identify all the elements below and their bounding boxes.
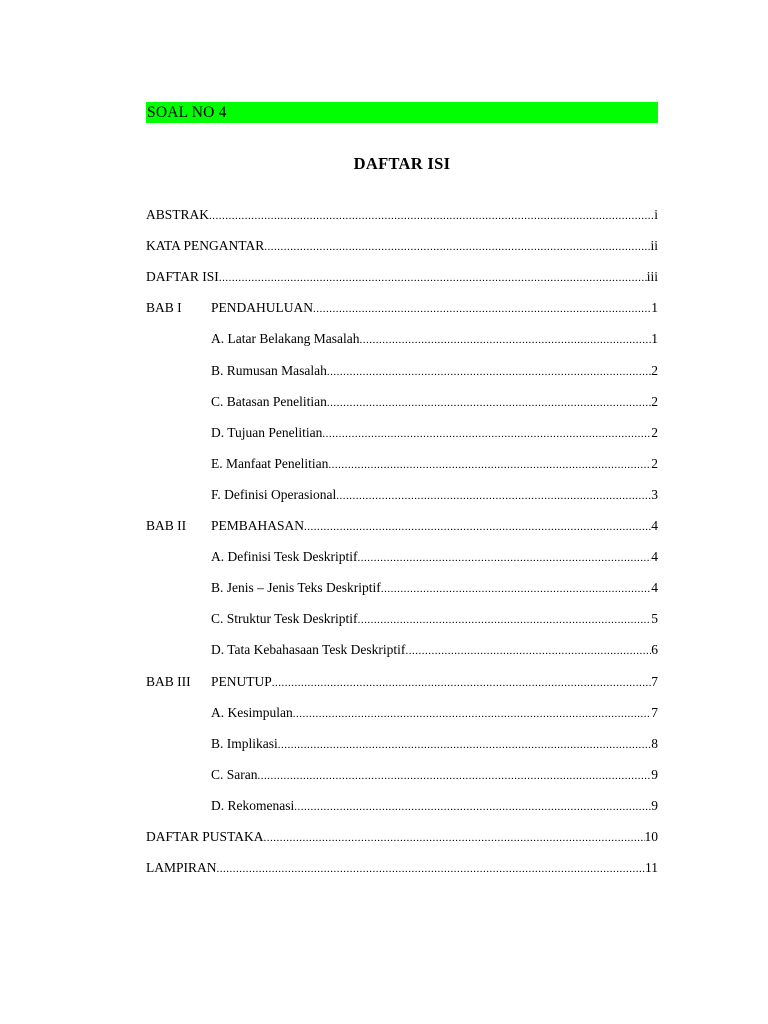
toc-entry-title: D. Tujuan Penelitian bbox=[211, 424, 323, 440]
toc-page-number: 1 bbox=[651, 331, 658, 347]
toc-entry-title: C. Saran bbox=[211, 766, 258, 782]
dot-leader bbox=[258, 765, 652, 786]
dot-leader bbox=[313, 298, 651, 319]
dot-leader bbox=[327, 361, 651, 382]
toc-subentry bbox=[211, 608, 658, 630]
toc-entry-title: E. Manfaat Penelitian bbox=[211, 455, 329, 471]
dot-leader bbox=[405, 640, 651, 661]
toc-page-number: 9 bbox=[651, 766, 658, 782]
toc-page-number: 4 bbox=[651, 580, 658, 596]
dot-leader bbox=[264, 236, 650, 257]
toc-entry bbox=[146, 266, 658, 288]
toc-page-number: 3 bbox=[651, 486, 658, 502]
toc-entry-title: C. Struktur Tesk Deskriptif bbox=[211, 611, 358, 627]
toc-entry-title: A. Kesimpulan bbox=[211, 704, 293, 720]
toc-subentry bbox=[211, 422, 658, 444]
dot-leader bbox=[327, 392, 651, 413]
toc-entry-title: DAFTAR ISI bbox=[146, 269, 219, 285]
toc-page-number: ii bbox=[650, 238, 658, 254]
dot-leader bbox=[293, 703, 652, 724]
toc-chapter-label: BAB III bbox=[146, 673, 191, 689]
toc-page-number: 1 bbox=[651, 300, 658, 316]
dot-leader bbox=[328, 454, 651, 475]
toc-entry-title: B. Jenis – Jenis Teks Deskriptif bbox=[211, 580, 381, 596]
toc-entry-title: PENDAHULUAN bbox=[211, 300, 313, 316]
toc-entry-title: D. Tata Kebahasaan Tesk Deskriptif bbox=[211, 642, 406, 658]
dot-leader bbox=[358, 609, 652, 630]
toc-entry-title: A. Latar Belakang Masalah bbox=[211, 331, 360, 347]
toc-page-number: 4 bbox=[651, 518, 658, 533]
toc-page-number: 9 bbox=[651, 797, 658, 813]
toc-chapter-label: BAB II bbox=[146, 518, 187, 533]
toc-subentry bbox=[211, 360, 658, 382]
toc-subentry bbox=[211, 453, 658, 475]
toc-page-number: 7 bbox=[651, 673, 658, 689]
dot-leader bbox=[294, 796, 651, 817]
toc-page-number: 2 bbox=[651, 424, 658, 440]
toc-subentry bbox=[211, 328, 658, 350]
toc-entry-title: DAFTAR PUSTAKA bbox=[146, 829, 264, 844]
toc-page-number: 2 bbox=[651, 455, 658, 471]
toc-entry-title: D. Rekomenasi bbox=[211, 797, 295, 813]
toc-entry bbox=[146, 826, 658, 848]
dot-leader bbox=[209, 205, 654, 226]
toc-subentry bbox=[211, 764, 658, 786]
dot-leader bbox=[263, 827, 644, 848]
dot-leader bbox=[381, 578, 651, 599]
toc-page-number: i bbox=[654, 207, 658, 222]
toc-entry-title: F. Definisi Operasional bbox=[211, 486, 337, 502]
dot-leader bbox=[304, 516, 651, 537]
dot-leader bbox=[219, 267, 647, 288]
toc-chapter-label: BAB I bbox=[146, 300, 182, 316]
toc-entry-title: B. Rumusan Masalah bbox=[211, 362, 327, 378]
toc-page-number: 8 bbox=[651, 735, 658, 751]
dot-leader bbox=[359, 329, 651, 350]
toc-entry-title: KATA PENGANTAR bbox=[146, 238, 265, 254]
toc-entry bbox=[146, 857, 658, 879]
toc-entry-title: LAMPIRAN bbox=[146, 860, 217, 876]
toc-page-number: 2 bbox=[651, 393, 658, 409]
dot-leader bbox=[336, 485, 651, 506]
toc-subentry bbox=[211, 484, 658, 506]
toc-subentry bbox=[211, 702, 658, 724]
dot-leader bbox=[278, 734, 652, 755]
toc-page-number: 10 bbox=[644, 829, 658, 844]
toc-page-number: 7 bbox=[651, 704, 658, 720]
dot-leader bbox=[358, 547, 652, 568]
dot-leader bbox=[322, 423, 651, 444]
toc-subentry bbox=[211, 733, 658, 755]
toc-subentry bbox=[211, 546, 658, 568]
toc-entry-title: A. Definisi Tesk Deskriptif bbox=[211, 549, 358, 565]
toc-page-number: 11 bbox=[645, 860, 658, 876]
toc-subentry bbox=[211, 391, 658, 413]
toc-entry bbox=[146, 235, 658, 257]
question-number-banner: SOAL NO 4 bbox=[146, 102, 658, 123]
toc-subentry bbox=[211, 577, 658, 599]
toc-entry-title: ABSTRAK bbox=[146, 207, 210, 222]
toc-page-number: 4 bbox=[651, 549, 658, 565]
toc-subentry bbox=[211, 795, 658, 817]
toc-entry-title: B. Implikasi bbox=[211, 735, 278, 751]
dot-leader bbox=[217, 858, 645, 879]
toc-entry bbox=[146, 671, 658, 693]
toc-page-number: iii bbox=[646, 269, 658, 285]
toc-entry-title: C. Batasan Penelitian bbox=[211, 393, 327, 409]
dot-leader bbox=[272, 672, 651, 693]
toc-page-number: 2 bbox=[651, 362, 658, 378]
toc-subentry bbox=[211, 639, 658, 661]
toc-page-number: 5 bbox=[651, 611, 658, 627]
toc-entry bbox=[146, 515, 658, 537]
toc-entry-title: PENUTUP bbox=[211, 673, 272, 689]
toc-entry-title: PEMBAHASAN bbox=[211, 518, 305, 533]
toc-entry bbox=[146, 297, 658, 319]
toc-page-number: 6 bbox=[651, 642, 658, 658]
toc-entry bbox=[146, 204, 658, 226]
page-title: DAFTAR ISI bbox=[353, 154, 451, 173]
